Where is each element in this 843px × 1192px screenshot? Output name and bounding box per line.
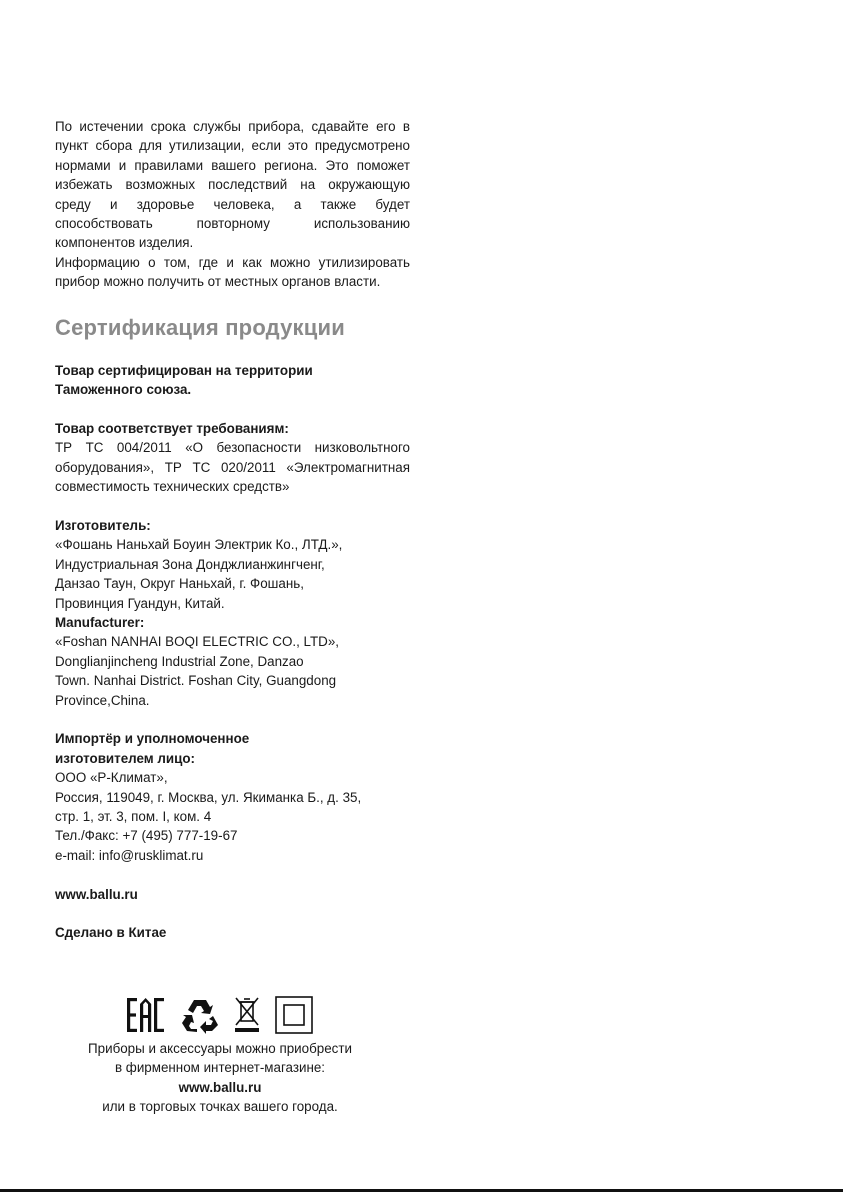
certification-marks <box>0 995 440 1035</box>
manufacturer-title-en: Manufacturer: <box>55 614 145 630</box>
main-column <box>55 117 410 943</box>
importer-title: Импортёр и уполномоченное <box>55 731 250 747</box>
manufacturer-line: Провинция Гуандун, Китай. <box>55 595 225 611</box>
footer <box>0 995 440 1117</box>
recycle-icon <box>180 996 220 1034</box>
crossed-bin-icon <box>234 996 260 1034</box>
website-link[interactable]: www.ballu.ru <box>55 886 138 902</box>
certified-line: Таможенного союза. <box>55 382 192 398</box>
requirements-title: Товар соответствует требованиям: <box>55 420 289 436</box>
footer-line: в фирменном интернет-магазине: <box>114 1060 326 1076</box>
footer-website-link[interactable]: www.ballu.ru <box>178 1079 262 1095</box>
eac-mark-icon <box>126 996 166 1034</box>
importer-line: Тел./Факс: +7 (495) 777-19-67 <box>55 828 238 844</box>
manufacturer-line: Индустриальная Зона Донджлианжингченг, <box>55 556 325 572</box>
certified-statement <box>55 361 410 400</box>
importer-line: ООО «Р-Климат», <box>55 770 168 786</box>
requirements-text: ТР ТС 004/2011 «О безопасности низковольтного оборудования», ТР ТС 020/2011 «Электромагнитная совместимость технических средств» <box>55 440 410 495</box>
made-in-label: Сделано в Китае <box>55 925 167 941</box>
double-insulation-icon <box>274 996 314 1034</box>
manufacturer-title-ru: Изготовитель: <box>55 517 151 533</box>
disposal-paragraph-1: По истечении срока службы прибора, сдавайте его в пункт сбора для утилизации, если это предусмотрено нормами и правилами вашего региона. Это поможет избежать возможных последствий на окружающую среду и здоровье человека, а также будет способствовать повторному использованию компонентов изделия. <box>55 119 410 251</box>
manufacturer-line: «Foshan NANHAI BOQI ELECTRIC CO., LTD», <box>55 634 340 650</box>
importer-block <box>55 729 410 865</box>
certified-line: Товар сертифицирован на территории <box>55 362 313 378</box>
manufacturer-ru <box>55 516 410 710</box>
importer-email: e-mail: info@rusklimat.ru <box>55 847 204 863</box>
importer-line: стр. 1, эт. 3, пом. I, ком. 4 <box>55 808 212 824</box>
manufacturer-line: Province,China. <box>55 692 150 708</box>
manufacturer-line: Donglianjincheng Industrial Zone, Danzao <box>55 653 304 669</box>
certification-heading: Сертификация продукции <box>55 314 345 340</box>
importer-line: Россия, 119049, г. Москва, ул. Якиманка Б., д. 35, <box>55 789 362 805</box>
importer-title: изготовителем лицо: <box>55 750 195 766</box>
footer-line: Приборы и аксессуары можно приобрести <box>88 1041 352 1056</box>
manufacturer-line: «Фошань Наньхай Боуин Электрик Ко., ЛТД.», <box>55 537 343 553</box>
footer-line: или в торговых точках вашего города. <box>102 1099 338 1115</box>
manufacturer-line: Town. Nanhai District. Foshan City, Guangdong <box>55 673 337 689</box>
disposal-paragraph-2: Информацию о том, где и как можно утилизировать прибор можно получить от местных органов власти. <box>55 254 410 290</box>
manufacturer-line: Данзао Таун, Округ Наньхай, г. Фошань, <box>55 576 304 592</box>
